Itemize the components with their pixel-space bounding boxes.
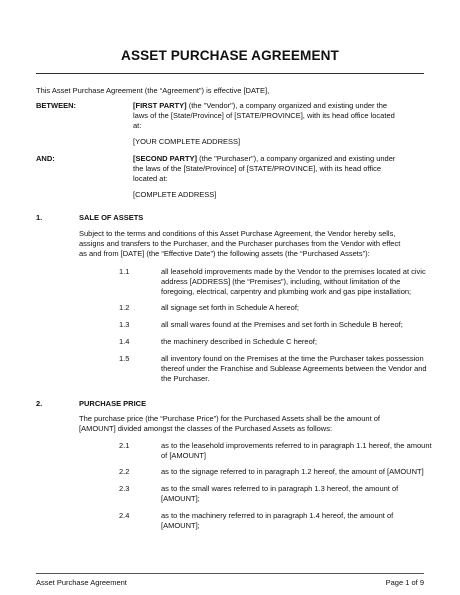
- item-1-5-line: the Purchaser.: [161, 374, 210, 383]
- title-divider: [36, 73, 424, 74]
- item-1-1-line: all leasehold improvements made by the Vendor to the premises located at civic: [161, 267, 426, 276]
- and-line-1: [133, 154, 395, 164]
- item-2-2-line: as to the signage referred to in paragraph 1.2 hereof, the amount of [AMOUNT]: [161, 467, 424, 476]
- item-1-2-line: all signage set forth in Schedule A hereof;: [161, 303, 300, 312]
- item-1-1-line: address [ADDRESS] (the “Premises”), including, without limitation of the: [161, 277, 401, 286]
- item-2-2-number: 2.2: [119, 467, 130, 476]
- second-party-name: [SECOND PARTY]: [133, 154, 198, 163]
- between-label: BETWEEN:: [36, 101, 76, 110]
- section-2-number: 2.: [36, 399, 43, 408]
- item-2-3-line: [AMOUNT];: [161, 494, 200, 503]
- section-2-heading: PURCHASE PRICE: [79, 399, 147, 408]
- section-1-para-line: Subject to the terms and conditions of this Asset Purchase Agreement, the Vendor hereby sells,: [79, 229, 396, 238]
- section-1-para-line: as and from [DATE] (the “Effective Date”) the following assets (the “Purchased Assets”):: [79, 249, 370, 258]
- between-line-1: [133, 101, 387, 111]
- section-1-number: 1.: [36, 213, 43, 222]
- item-1-5-line: all inventory found on the Premises at the time the Purchaser takes possession: [161, 354, 424, 363]
- item-2-1-number: 2.1: [119, 441, 130, 450]
- item-2-4-line: [AMOUNT];: [161, 521, 200, 530]
- item-1-5-number: 1.5: [119, 354, 130, 363]
- first-party-name: [FIRST PARTY]: [133, 101, 187, 110]
- item-1-1-number: 1.1: [119, 267, 130, 276]
- item-2-4-line: as to the machinery referred to in paragraph 1.4 hereof, the amount of: [161, 511, 394, 520]
- item-1-5-line: thereof under the Franchise and Sublease Agreements between the Vendor and: [161, 364, 427, 373]
- between-line-3: at:: [133, 121, 142, 130]
- item-2-3-line: as to the small wares referred to in paragraph 1.3 hereof, the amount of: [161, 484, 399, 493]
- item-1-4-number: 1.4: [119, 337, 130, 346]
- section-1-heading: SALE OF ASSETS: [79, 213, 144, 222]
- item-2-4-number: 2.4: [119, 511, 130, 520]
- between-line-2: laws of the [State/Province] of [STATE/PROVINCE], with its head office located: [133, 111, 395, 120]
- item-2-1-line: as to the leasehold improvements referred to in paragraph 1.1 hereof, the amount: [161, 441, 432, 450]
- intro-text: This Asset Purchase Agreement (the “Agreement”) is effective [DATE],: [36, 86, 270, 95]
- footer-document-name: Asset Purchase Agreement: [36, 578, 127, 587]
- footer-divider: [36, 573, 424, 574]
- first-party-desc: (the "Vendor"), a company organized and existing under the: [186, 101, 388, 110]
- item-2-1-line: of [AMOUNT]: [161, 451, 207, 460]
- item-2-3-number: 2.3: [119, 484, 130, 493]
- and-label: AND:: [36, 154, 55, 163]
- section-2-para-line: The purchase price (the “Purchase Price”) for the Purchased Assets shall be the amount of: [79, 414, 380, 423]
- and-line-3: located at:: [133, 174, 168, 183]
- footer-page-number: Page 1 of 9: [385, 578, 424, 587]
- second-party-address: [COMPLETE ADDRESS]: [133, 190, 217, 199]
- item-1-3-line: all small wares found at the Premises and set forth in Schedule B hereof;: [161, 320, 403, 329]
- item-1-2-number: 1.2: [119, 303, 130, 312]
- first-party-address: [YOUR COMPLETE ADDRESS]: [133, 137, 241, 146]
- section-1-para-line: assigns and transfers to the Purchaser, and the Purchaser purchases from the Vendor with effect: [79, 239, 401, 248]
- item-1-3-number: 1.3: [119, 320, 130, 329]
- document-title: ASSET PURCHASE AGREEMENT: [121, 48, 339, 63]
- item-1-4-line: the machinery described in Schedule C hereof;: [161, 337, 317, 346]
- second-party-desc: (the "Purchaser"), a company organized and existing under: [197, 154, 396, 163]
- section-2-para-line: [AMOUNT] divided amongst the classes of the Purchased Assets as follows:: [79, 424, 333, 433]
- and-line-2: the laws of the [State/Province] of [STATE/PROVINCE], with its head office: [133, 164, 382, 173]
- item-1-1-line: foregoing, electrical, carpentry and plumbing work and gas pipe installation;: [161, 287, 412, 296]
